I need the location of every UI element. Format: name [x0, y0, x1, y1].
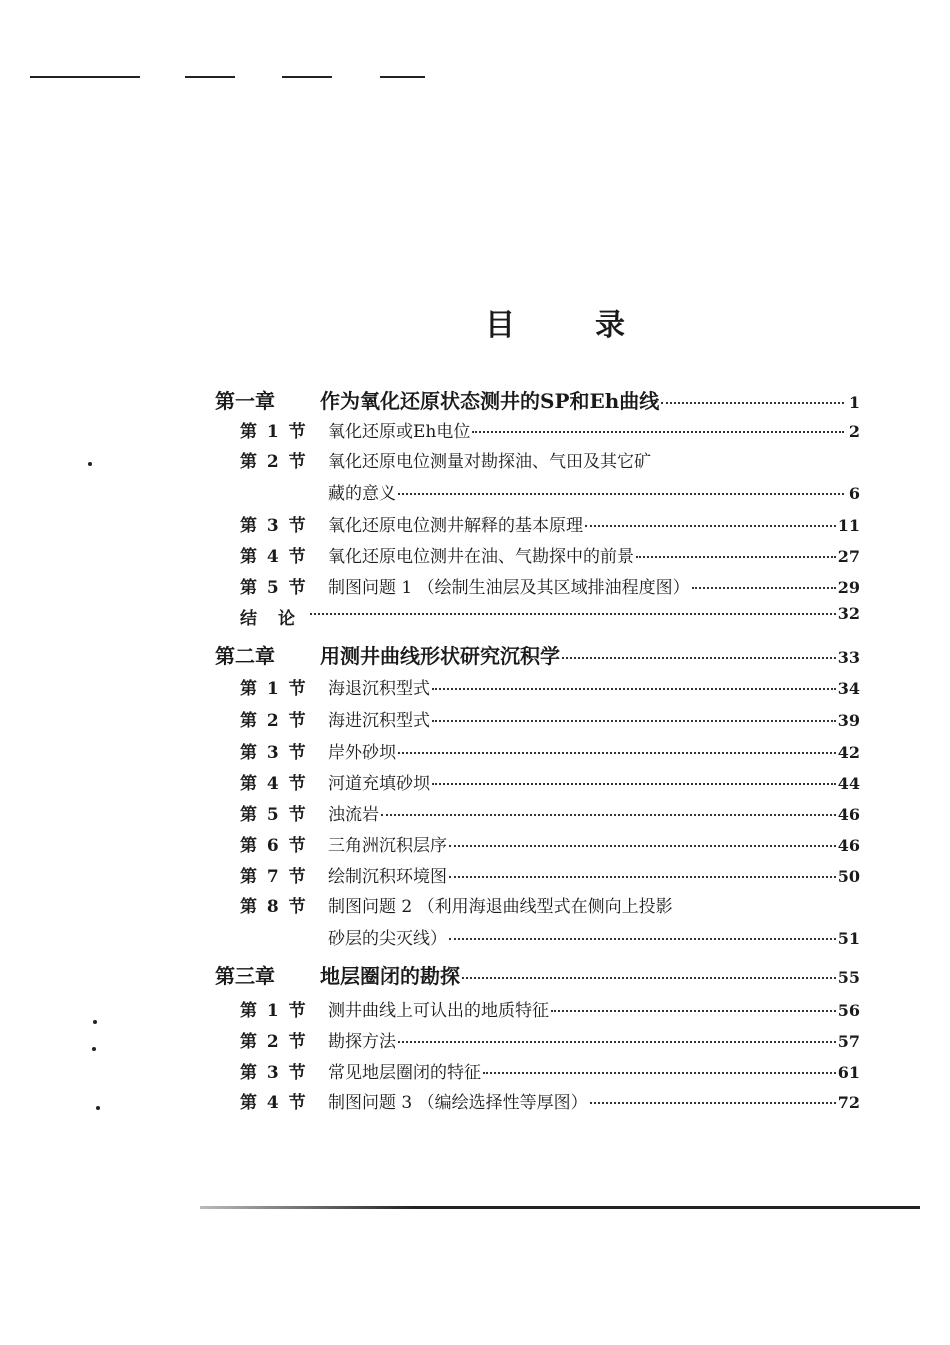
toc-section-row — [0, 831, 950, 855]
toc-entry — [328, 924, 860, 949]
bottom-rule — [200, 1206, 920, 1209]
toc-entry — [328, 479, 860, 504]
toc-chapter-row — [0, 385, 950, 413]
toc-leader-dots — [483, 1071, 836, 1074]
toc-entry — [328, 862, 860, 887]
toc-chapter-title: 作为氧化还原状态测井的SP和Eh曲线 — [320, 389, 660, 413]
toc-section-label: 第 2 节 — [240, 452, 308, 472]
toc-leader-dots — [449, 844, 836, 847]
toc-section-label: 第 4 节 — [240, 547, 308, 567]
toc-leader-dots — [590, 1101, 836, 1104]
toc-leader-dots — [398, 751, 836, 754]
toc-entry — [328, 511, 860, 536]
toc-section-row — [0, 738, 950, 762]
toc-section-row — [0, 706, 950, 730]
toc-entry — [328, 447, 860, 472]
toc-entry — [328, 674, 860, 699]
toc-page-number: 50 — [837, 867, 860, 886]
toc-page-number: 55 — [837, 968, 860, 987]
toc-section-label: 第 4 节 — [240, 774, 308, 794]
title-char-right: 录 — [595, 308, 625, 343]
toc-page-number: 72 — [837, 1093, 860, 1112]
toc-page-number: 11 — [837, 516, 860, 535]
toc-section-label: 第 2 节 — [240, 711, 308, 731]
toc-page-number: 46 — [837, 836, 860, 855]
toc-entry — [328, 542, 860, 567]
toc-leader-dots — [432, 782, 836, 785]
toc-page-number: 57 — [837, 1032, 860, 1051]
page-title — [485, 300, 625, 344]
toc-section-title: 测井曲线上可认出的地质特征 — [328, 1001, 549, 1021]
toc-section-title: 制图问题 1 （绘制生油层及其区域排油程度图） — [328, 578, 690, 598]
toc-page-number: 1 — [848, 393, 860, 412]
toc-page-number: 56 — [837, 1001, 860, 1020]
toc-section-label: 第 7 节 — [240, 867, 308, 887]
toc-entry — [328, 800, 860, 825]
scan-speck — [88, 462, 92, 466]
toc-entry — [328, 706, 860, 731]
toc-section-label: 第 4 节 — [240, 1093, 308, 1113]
toc-page-number: 33 — [837, 648, 860, 667]
toc-section-row-continued — [0, 479, 950, 503]
scan-speck — [96, 1106, 100, 1110]
toc-section-title: 勘探方法 — [328, 1032, 396, 1052]
toc-section-label: 第 6 节 — [240, 836, 308, 856]
toc-page-number: 46 — [837, 805, 860, 824]
toc-leader-dots — [585, 524, 836, 527]
toc-chapter-label: 第二章 — [215, 644, 275, 668]
toc-section-label: 第 3 节 — [240, 516, 308, 536]
toc-section-label: 第 2 节 — [240, 1032, 308, 1052]
toc-section-title: 氧化还原电位测量对勘探油、气田及其它矿 — [328, 452, 651, 472]
toc-section-title: 氧化还原电位测井解释的基本原理 — [328, 516, 583, 536]
toc-section-row — [0, 892, 950, 916]
toc-section-title: 三角洲沉积层序 — [328, 836, 447, 856]
top-rule — [185, 76, 235, 78]
toc-section-title: 常见地层圈闭的特征 — [328, 1063, 481, 1083]
toc-section-row — [0, 800, 950, 824]
toc-section-row-continued — [0, 924, 950, 948]
toc-section-title: 制图问题 2 （利用海退曲线型式在侧向上投影 — [328, 897, 673, 917]
toc-leader-dots — [398, 492, 844, 495]
toc-section-title: 氧化还原电位测井在油、气勘探中的前景 — [328, 547, 634, 567]
toc-leader-dots — [310, 612, 836, 615]
toc-leader-dots — [472, 430, 844, 433]
toc-entry — [328, 1088, 860, 1113]
toc-section-row — [0, 447, 950, 471]
toc-section-title-continued: 砂层的尖灭线） — [328, 929, 447, 949]
toc-entry — [328, 892, 860, 917]
toc-page-number: 2 — [848, 422, 860, 441]
toc-leader-dots — [562, 656, 836, 659]
toc-chapter-title: 地层圈闭的勘探 — [320, 964, 460, 988]
toc-page-number: 39 — [837, 711, 860, 730]
toc-leader-dots — [432, 687, 836, 690]
toc-entry — [320, 385, 860, 414]
toc-section-label: 第 5 节 — [240, 578, 308, 598]
toc-entry — [328, 996, 860, 1021]
toc-section-title-continued: 藏的意义 — [328, 484, 396, 504]
toc-section-label: 第 3 节 — [240, 743, 308, 763]
scan-speck — [92, 1047, 96, 1051]
toc-entry — [328, 831, 860, 856]
toc-chapter-row — [0, 960, 950, 988]
title-char-left: 目 — [485, 308, 515, 343]
toc-section-row — [0, 417, 950, 441]
toc-section-title: 氧化还原或Eh电位 — [328, 422, 471, 442]
toc-section-label: 结 论 — [240, 609, 297, 629]
toc-section-title: 海进沉积型式 — [328, 711, 430, 731]
toc-section-label: 第 5 节 — [240, 805, 308, 825]
toc-entry — [328, 1027, 860, 1052]
toc-section-label: 第 3 节 — [240, 1063, 308, 1083]
toc-entry — [328, 573, 860, 598]
toc-page-number: 32 — [837, 604, 860, 623]
toc-section-row — [0, 996, 950, 1020]
toc-entry — [320, 640, 860, 669]
toc-chapter-title: 用测井曲线形状研究沉积学 — [320, 644, 560, 668]
toc-leader-dots — [381, 813, 836, 816]
toc-leader-dots — [636, 555, 836, 558]
toc-section-row — [0, 511, 950, 535]
toc-section-row — [0, 1027, 950, 1051]
toc-section-title: 浊流岩 — [328, 805, 379, 825]
scan-speck — [93, 1020, 97, 1024]
toc-page-number: 34 — [837, 679, 860, 698]
toc-section-title: 河道充填砂坝 — [328, 774, 430, 794]
toc-leader-dots — [449, 875, 836, 878]
toc-page-number: 29 — [837, 578, 860, 597]
toc-section-row — [0, 1058, 950, 1082]
toc-leader-dots — [661, 401, 844, 404]
toc-section-title: 绘制沉积环境图 — [328, 867, 447, 887]
top-rule — [380, 76, 425, 78]
toc-page-number: 51 — [837, 929, 860, 948]
toc-section-row — [0, 674, 950, 698]
toc-section-row — [0, 862, 950, 886]
toc-leader-dots — [449, 937, 836, 940]
top-rule — [282, 76, 332, 78]
toc-section-row — [0, 1088, 950, 1112]
toc-page-number: 27 — [837, 547, 860, 566]
toc-section-label: 第 1 节 — [240, 679, 308, 699]
toc-section-label: 第 1 节 — [240, 1001, 308, 1021]
toc-chapter-label: 第三章 — [215, 964, 275, 988]
toc-section-row — [0, 542, 950, 566]
toc-entry — [320, 960, 860, 989]
toc-entry — [328, 1058, 860, 1083]
toc-leader-dots — [692, 586, 836, 589]
toc-page-number: 6 — [848, 484, 860, 503]
toc-section-row — [0, 769, 950, 793]
toc-leader-dots — [462, 976, 836, 979]
toc-entry — [328, 417, 860, 442]
toc-chapter-label: 第一章 — [215, 389, 275, 413]
toc-section-title: 岸外砂坝 — [328, 743, 396, 763]
toc-section-label: 第 1 节 — [240, 422, 308, 442]
toc-leader-dots — [398, 1040, 836, 1043]
toc-section-title: 海退沉积型式 — [328, 679, 430, 699]
toc-chapter-row — [0, 640, 950, 668]
toc-section-row — [0, 573, 950, 597]
toc-leader-dots — [432, 719, 836, 722]
toc-section-label: 第 8 节 — [240, 897, 308, 917]
toc-section-row — [0, 604, 950, 628]
toc-entry — [328, 738, 860, 763]
toc-page-number: 42 — [837, 743, 860, 762]
toc-entry — [308, 604, 860, 623]
toc-entry — [328, 769, 860, 794]
toc-section-title: 制图问题 3 （编绘选择性等厚图） — [328, 1093, 588, 1113]
toc-page-number: 44 — [837, 774, 860, 793]
top-rule — [30, 76, 140, 78]
toc-leader-dots — [551, 1009, 836, 1012]
toc-page-number: 61 — [837, 1063, 860, 1082]
